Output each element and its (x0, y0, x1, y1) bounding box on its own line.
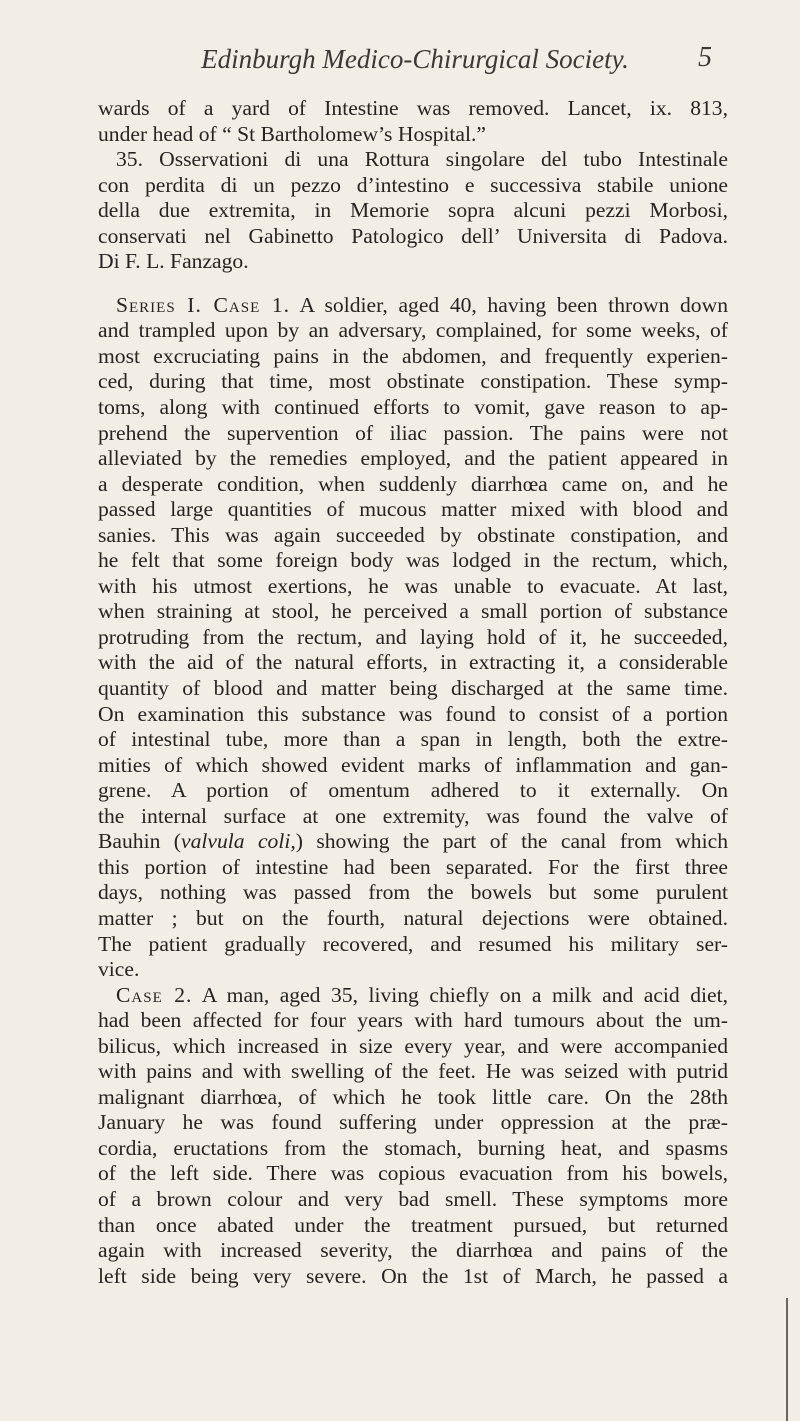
valve-line-before: Bauhin ( (98, 829, 181, 854)
text-line: passed large quantities of mucous matter mixed with blood and (98, 497, 728, 522)
text-line: this portion of intestine had been separated. For the first three (98, 854, 728, 879)
valve-line (98, 829, 728, 855)
body-text (98, 96, 728, 1289)
text-line: January he was found suffering under oppression at the præ- (98, 1110, 728, 1135)
case1-first-line (98, 293, 728, 319)
running-title: Edinburgh Medico-Chirurgical Society. (201, 44, 629, 74)
text-line: matter ; but on the fourth, natural dejections were obtained. (98, 905, 728, 930)
valve-italic: valvula coli, (180, 829, 296, 854)
text-line: mities of which showed evident marks of inflammation and gan- (98, 752, 728, 777)
case2-block (98, 1008, 728, 1289)
text-line: wards of a yard of Intestine was removed. Lancet, ix. 813, (98, 96, 728, 120)
page-number: 5 (698, 42, 712, 73)
text-line: grene. A portion of omentum adhered to it externally. On (98, 778, 728, 803)
text-line: most excruciating pains in the abdomen, and frequently experien- (98, 343, 728, 368)
paragraph-gap (98, 275, 728, 293)
text-line: left side being very severe. On the 1st of March, he passed a (98, 1263, 728, 1288)
text-line: protruding from the rectum, and laying hold of it, he succeeded, (98, 624, 728, 649)
case1-first-text: A soldier, aged 40, having been thrown down (290, 292, 728, 317)
text-line: had been affected for four years with hard tumours about the um- (98, 1008, 728, 1033)
text-line: the internal surface at one extremity, was found the valve of (98, 803, 728, 828)
text-line: On examination this substance was found to consist of a portion (98, 701, 728, 726)
text-line: Di F. L. Fanzago. (98, 249, 249, 274)
text-line: sanies. This was again succeeded by obstinate constipation, and (98, 522, 728, 547)
text-line: a desperate condition, when suddenly diarrhœa came on, and he (98, 471, 728, 496)
case2-first-line (98, 983, 728, 1009)
case1-block (98, 318, 728, 829)
text-line: con perdita di un pezzo d’intestino e successiva stabile unione (98, 172, 728, 197)
text-line: toms, along with continued efforts to vomit, gave reason to ap- (98, 395, 728, 420)
case2-first-text: A man, aged 35, living chiefly on a milk and acid diet, (192, 982, 728, 1007)
text-line: under head of “ St Bartholomew’s Hospital.” (98, 121, 487, 146)
page-edge-line (786, 1298, 788, 1421)
text-line: he felt that some foreign body was lodged in the rectum, which, (98, 548, 728, 573)
intro-block (98, 96, 728, 275)
case1-block-2 (98, 855, 728, 957)
text-line: quantity of blood and matter being discharged at the same time. (98, 676, 728, 701)
text-line: conservati nel Gabinetto Patologico dell’ Universita di Padova. (98, 223, 728, 248)
text-line: The patient gradually recovered, and resumed his military ser- (98, 931, 728, 956)
text-line: della due extremita, in Memorie sopra alcuni pezzi Morbosi, (98, 198, 728, 223)
text-line: than once abated under the treatment pursued, but returned (98, 1212, 728, 1237)
text-line: again with increased severity, the diarrhœa and pains of the (98, 1238, 728, 1263)
text-line: with the aid of the natural efforts, in extracting it, a considerable (98, 650, 728, 675)
text-line: of intestinal tube, more than a span in length, both the extre- (98, 727, 728, 752)
text-line: of the left side. There was copious evacuation from his bowels, (98, 1161, 728, 1186)
text-line: alleviated by the remedies employed, and the patient appeared in (98, 446, 728, 471)
text-line: with pains and with swelling of the feet. He was seized with putrid (98, 1059, 728, 1084)
text-line: days, nothing was passed from the bowels but some purulent (98, 880, 728, 905)
text-line: of a brown colour and very bad smell. These symptoms more (98, 1186, 728, 1211)
valve-line-after: ) showing the part of the canal from which (295, 829, 728, 854)
case1-last-line: vice. (98, 957, 140, 982)
text-line: when straining at stool, he perceived a small portion of substance (98, 599, 728, 624)
text-line: ced, during that time, most obstinate constipation. These symp- (98, 369, 728, 394)
text-line: cordia, eructations from the stomach, burning heat, and spasms (98, 1135, 728, 1160)
text-line: 35. Osservationi di una Rottura singolare del tubo Intestinale (116, 147, 728, 172)
text-line: malignant diarrhœa, of which he took little care. On the 28th (98, 1084, 728, 1109)
text-line: prehend the supervention of iliac passion. The pains were not (98, 420, 728, 445)
case1-label: Series I. Case 1. (116, 292, 291, 317)
text-line: and trampled upon by an adversary, complained, for some weeks, of (98, 318, 728, 343)
case2-label: Case 2. (116, 982, 193, 1007)
text-line: with his utmost exertions, he was unable to evacuate. At last, (98, 573, 728, 598)
text-line: bilicus, which increased in size every year, and were accompanied (98, 1033, 728, 1058)
